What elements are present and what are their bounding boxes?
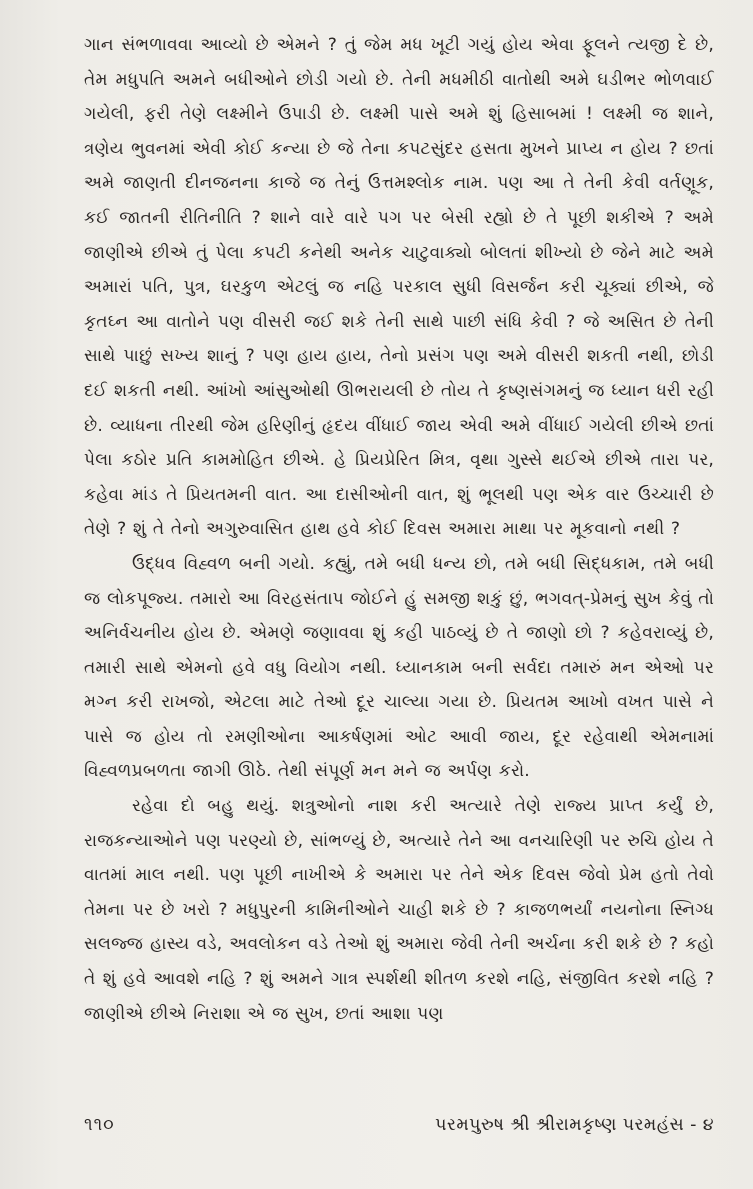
paragraph-1: ગાન સંભળાવવા આવ્યો છે એમને ? તું જેમ મધ ખૂટી ગયું હોય એવા ફૂલને ત્યજી દે છે, તેમ મધુપતિ અમને બધીઓને છોડી ગયો છે. તેની મધમીઠી વાતોથી અમે ઘડીભર ભોળવાઈ ગયેલી, ફરી તેણે લક્ષ્મીને ઉપાડી છે. લક્ષ્મી પાસે અમે શું હિસાબમાં ! લક્ષ્મી જ શાને, ત્રણેય ભુવનમાં એવી કોઈ કન્યા છે જે તેના કપટસુંદર હસતા મુખને પ્રાપ્ય ન હોય ? છતાં અમે જાણતી દીનજનના કાજે જ તેનું ઉત્તમશ્લોક નામ. પણ આ તે તેની કેવી વર્તણૂક, કઈ જાતની રીતિનીતિ ? શાને વારે વારે પગ પર બેસી રહ્યો છે તે પૂછી શકીએ ? અમે જાણીએ છીએ તું પેલા કપટી કનેથી અનેક ચાટુવાક્યો બોલતાં શીખ્યો છે જેને માટે અમે અમારાં પતિ, પુત્ર, ઘરકુળ એટલું જ નહિ પરકાલ સુધી વિસર્જન કરી ચૂક્યાં છીએ, જે કૃતઘ્ન આ વાતોને પણ વીસરી જઈ શકે તેની સાથે પાછી સંધિ કેવી ? જે અસિત છે તેની સાથે પાછું સખ્ય શાનું ? પણ હાય હાય, તેનો પ્રસંગ પણ અમે વીસરી શકતી નથી, છોડી દઈ શકતી નથી. આંખો આંસુઓથી ઊભરાયલી છે તોય તે કૃષ્ણસંગમનું જ ધ્યાન ધરી રહી છે. વ્યાધના તીરથી જેમ હરિણીનું હૃદય વીંધાઈ જાય એવી અમે વીંધાઈ ગયેલી છીએ છતાં પેલા કઠોર પ્રતિ કામમોહિત છીએ. હે પ્રિયપ્રેરિત મિત્ર, વૃથા ગુસ્સે થઈએ છીએ તારા પર, કહેવા માંડ તે પ્રિયતમની વાત. આ દાસીઓની વાત, શું ભૂલથી પણ એક વાર ઉચ્ચારી છે તેણે ? શું તે તેનો અગુરુવાસિત હાથ હવે કોઈ દિવસ અમારા માથા પર મૂકવાનો નથી ? <box>84 35 714 540</box>
paragraph-3: રહેવા દો બહુ થયું. શત્રુઓનો નાશ કરી અત્યારે તેણે રાજ્ય પ્રાપ્ત કર્યું છે, રાજકન્યાઓને પણ પરણ્યો છે, સાંભળ્યું છે, અત્યારે તેને આ વનચારિણી પર રુચિ હોય તે વાતમાં માલ નથી. પણ પૂછી નાખીએ કે અમારા પર તેને એક દિવસ જેવો પ્રેમ હતો તેવો તેમના પર છે ખરો ? મધુપુરની કામિનીઓને ચાહી શકે છે ? કાજળભર્યાં નયનોના સ્નિગ્ધ સલજ્જ હાસ્ય વડે, અવલોકન વડે તેઓ શું અમારા જેવી તેની અર્ચના કરી શકે છે ? કહો તે શું હવે આવશે નહિ ? શું અમને ગાત્ર સ્પર્શથી શીતળ કરશે નહિ, સંજીવિત કરશે નહિ ? જાણીએ છીએ નિરાશા એ જ સુખ, છતાં આશા પણ <box>84 796 714 1024</box>
paragraph-2: ઉદ્ધવ વિહ્વળ બની ગયો. કહ્યું, તમે બધી ધન્ય છો, તમે બધી સિદ્ધકામ, તમે બધી જ લોકપૂજ્ય. તમારો આ વિરહસંતાપ જોઈને હું સમજી શકું છું, ભગવત્-પ્રેમનું સુખ કેવું તો અનિર્વચનીય હોય છે. એમણે જણાવવા શું કહી પાઠવ્યું છે તે જાણો છો ? કહેવરાવ્યું છે, તમારી સાથે એમનો હવે વધુ વિયોગ નથી. ધ્યાનકામ બની સર્વદા તમારું મન એઓ પર મગ્ન કરી રાખજો, એટલા માટે તેઓ દૂર ચાલ્યા ગયા છે. પ્રિયતમ આખો વખત પાસે ને પાસે જ હોય તો રમણીઓના આકર્ષણમાં ઓટ આવી જાય, દૂર રહેવાથી એમનામાં વિહ્વળપ્રબળતા જાગી ઊઠે. તેથી સંપૂર્ણ મન મને જ અર્પણ કરો. <box>84 553 714 782</box>
page-footer <box>84 1108 714 1142</box>
page-number: ૧૧૦ <box>84 1115 115 1135</box>
running-title: પરમપુરુષ શ્રી શ્રીરામકૃષ્ણ પરમહંસ - ૪ <box>435 1115 714 1135</box>
body-text <box>84 28 714 1031</box>
